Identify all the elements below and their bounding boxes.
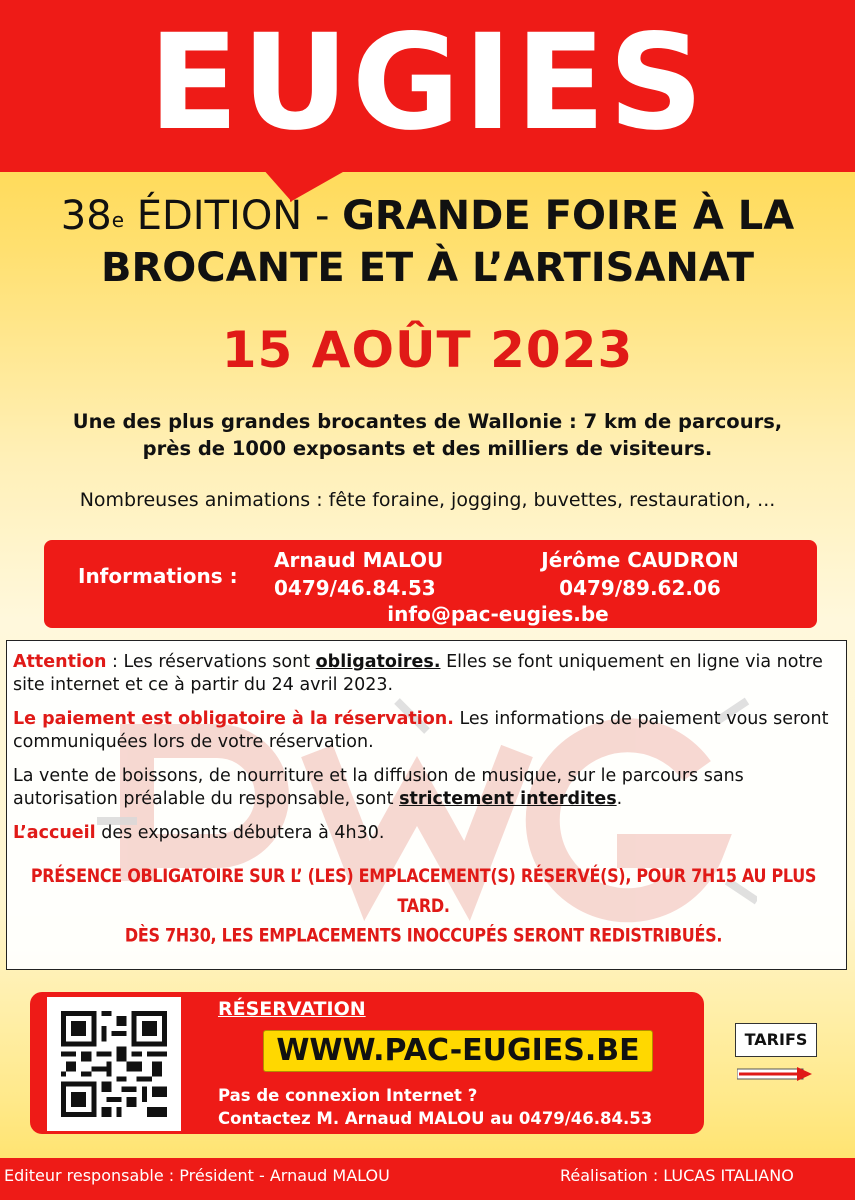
event-title xyxy=(0,190,855,294)
rule-warning xyxy=(7,861,846,951)
edition-sup: e xyxy=(111,208,124,232)
rule-attention: Attention xyxy=(13,652,107,672)
title-line1: GRANDE FOIRE À LA xyxy=(342,193,795,239)
contact-2-name: Jérôme CAUDRON xyxy=(541,548,739,572)
info-box xyxy=(44,540,817,628)
lead-line1: Une des plus grandes brocantes de Wallonie : 7 km de parcours, xyxy=(72,410,783,433)
edition-word: ÉDITION - xyxy=(136,193,330,239)
info-label: Informations : xyxy=(78,564,238,588)
rule-4b: des exposants débutera à 4h30. xyxy=(95,823,385,843)
header-banner xyxy=(0,0,855,172)
no-internet-question: Pas de connexion Internet ? xyxy=(218,1086,478,1105)
rule-2b: Les informations de paiement vous seront communiquées lors de votre réservation. xyxy=(13,709,829,752)
contact-1-name: Arnaud MALOU xyxy=(274,548,444,572)
rules-box xyxy=(6,640,847,970)
contact-1-phone: 0479/46.84.53 xyxy=(274,576,436,600)
rule-payment xyxy=(7,708,846,754)
no-internet-contact: Contactez M. Arnaud MALOU au 0479/46.84.53 xyxy=(218,1109,653,1128)
rule-3b: . xyxy=(616,789,623,809)
rule-3a: La vente de boissons, de nourriture et la diffusion de musique, sur le parcours sans autorisation préalable du responsable, sont xyxy=(13,766,744,809)
info-email[interactable]: info@pac-eugies.be xyxy=(387,602,609,626)
contact-1 xyxy=(274,546,443,602)
warning-line1: PRÉSENCE OBLIGATOIRE SUR L’ (LES) EMPLACEMENT(S) RÉSERVÉ(S), POUR 7H15 AU PLUS TARD. xyxy=(30,864,817,917)
title-line2: BROCANTE ET À L’ARTISANAT xyxy=(100,245,755,291)
edition-number: 38 xyxy=(60,193,112,239)
reservation-box xyxy=(30,992,704,1134)
rule-obligatoires: obligatoires. xyxy=(315,652,441,672)
qr-code-icon[interactable] xyxy=(47,997,181,1131)
rule-interdites: strictement interdites xyxy=(399,789,617,809)
rule-welcome xyxy=(7,822,846,845)
reservation-url[interactable]: WWW.PAC-EUGIES.BE xyxy=(263,1030,653,1072)
lead-text xyxy=(0,408,855,462)
lead-line2: près de 1000 exposants et des milliers de visiteurs. xyxy=(142,437,713,460)
city-title: EUGIES xyxy=(148,6,707,160)
rule-accueil: L’accueil xyxy=(13,823,96,843)
animations-text: Nombreuses animations : fête foraine, jogging, buvettes, restauration, ... xyxy=(79,489,776,511)
footer-credits: Réalisation : LUCAS ITALIANO xyxy=(560,1166,794,1185)
footer-publisher: Editeur responsable : Président - Arnaud MALOU xyxy=(4,1166,390,1185)
reservation-title: RÉSERVATION xyxy=(218,998,366,1020)
arrow-right-icon[interactable] xyxy=(737,1066,813,1082)
contact-2 xyxy=(530,546,750,602)
no-internet-text xyxy=(218,1084,652,1130)
footer xyxy=(0,1158,855,1200)
contact-2-phone: 0479/89.62.06 xyxy=(559,576,721,600)
rule-reservation xyxy=(7,651,846,697)
rule-sales xyxy=(7,765,846,811)
event-date: 15 AOÛT 2023 xyxy=(221,321,634,379)
rule-1b: Elles se font uniquement en ligne via notre site internet et ce à partir du 24 avril 2023. xyxy=(13,652,823,695)
rule-payment-red: Le paiement est obligatoire à la réservation. xyxy=(13,709,454,729)
rule-1a: : Les réservations sont xyxy=(106,652,316,672)
tarifs-button[interactable]: TARIFS xyxy=(735,1023,817,1057)
warning-line2: DÈS 7H30, LES EMPLACEMENTS INOCCUPÉS SERONT REDISTRIBUÉS. xyxy=(124,924,723,947)
